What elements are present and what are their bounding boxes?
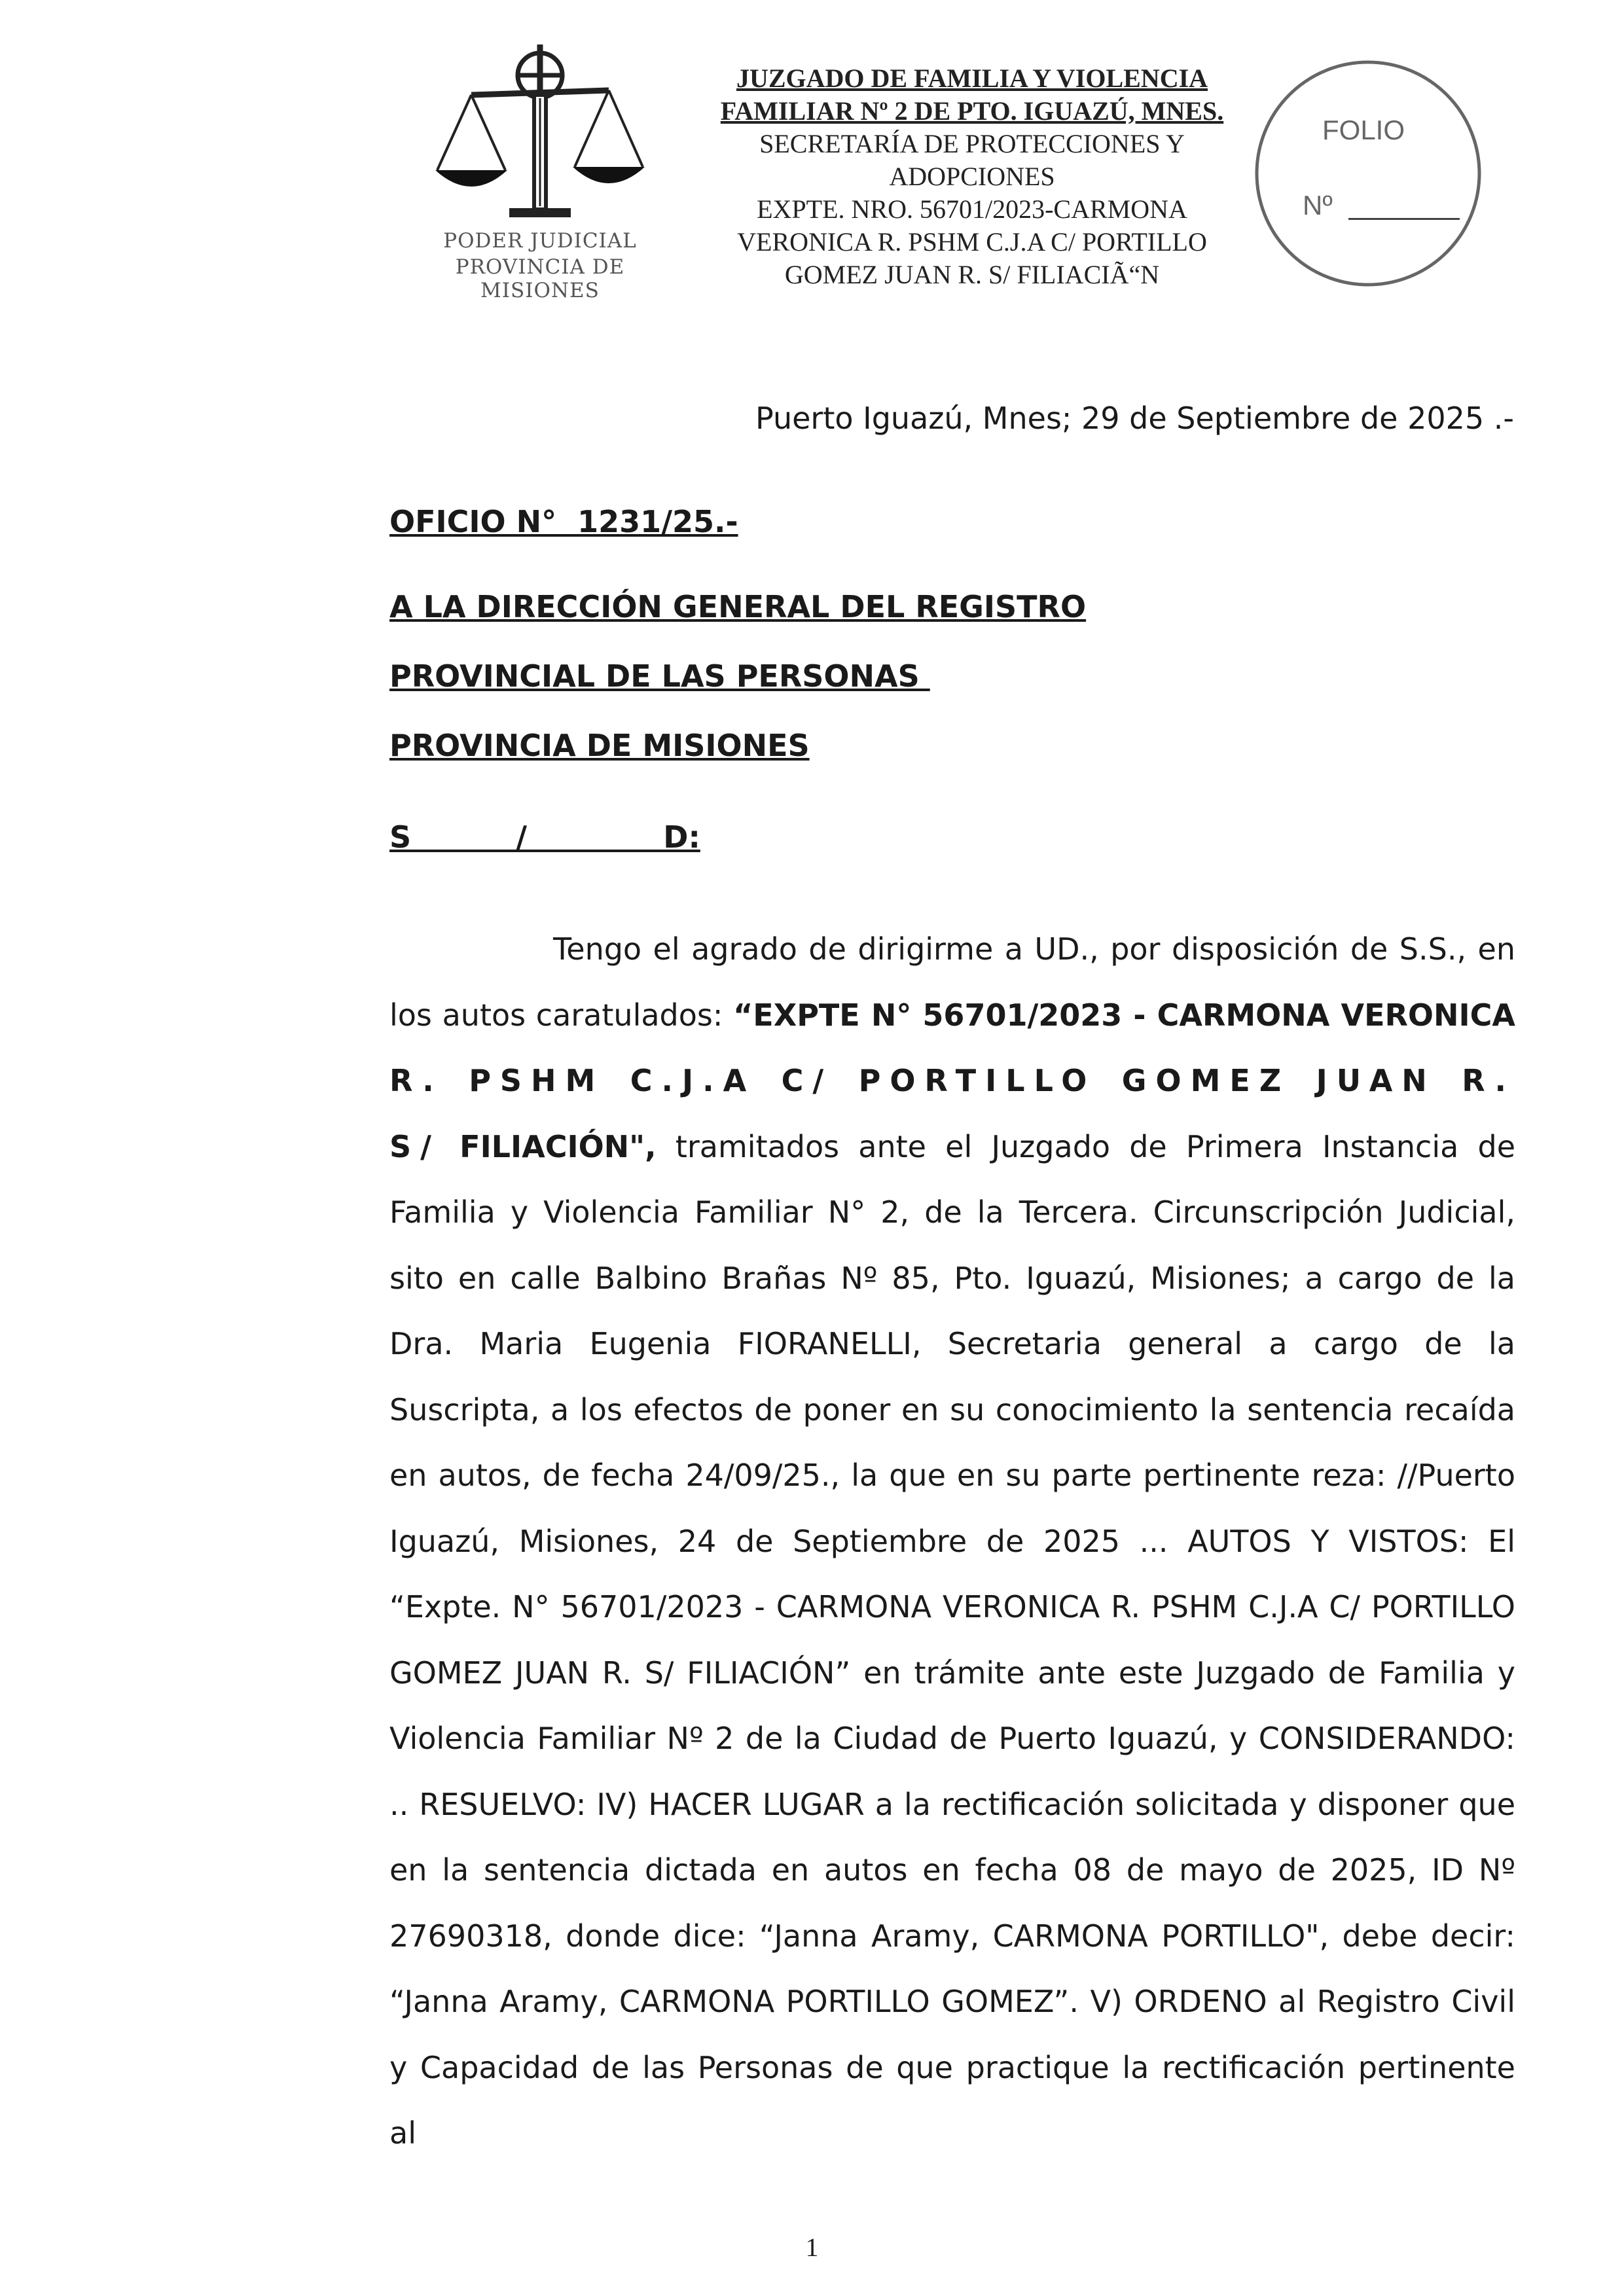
secretaria-line2: ADOPCIONES — [889, 162, 1055, 191]
case-line2: VERONICA R. PSHM C.J.A C/ PORTILLO — [737, 227, 1207, 257]
folio-stamp — [1254, 59, 1483, 288]
poder-judicial-logo — [403, 39, 677, 302]
salutation-sd: S / D: — [389, 819, 700, 855]
court-name-line1: JUZGADO DE FAMILIA Y VIOLENCIA — [736, 63, 1208, 93]
secretaria-line1: SECRETARÍA DE PROTECCIONES Y — [759, 129, 1185, 158]
body-paragraph — [389, 916, 1515, 2166]
recipient-line1: A LA DIRECCIÓN GENERAL DEL REGISTRO — [389, 589, 1087, 624]
logo-text-provincia: PROVINCIA DE MISIONES — [455, 255, 625, 302]
case-title-part3: FILIACIÓN", — [460, 1128, 657, 1164]
court-header — [681, 62, 1263, 291]
logo-text-poder-judicial: PODER JUDICIAL — [443, 229, 637, 253]
case-line1: EXPTE. NRO. 56701/2023-CARMONA — [757, 194, 1187, 224]
page-number: 1 — [805, 2233, 819, 2262]
body-intro: Tengo el agrado de dirigirme a UD., por disposición de S.S., en los autos caratulados: — [389, 931, 1515, 1033]
oficio-number: OFICIO N° 1231/25.- — [389, 504, 738, 539]
case-title-part1: “EXPTE N° 56701/2023 - CARMONA VERONICA — [733, 997, 1515, 1033]
folio-number-label: Nº — [1303, 190, 1333, 221]
scales-of-justice-icon — [432, 39, 648, 229]
folio-circle-icon — [1254, 59, 1483, 288]
case-title-part2: R. PSHM C.J.A C/ PORTILLO GOMEZ JUAN R. S/ — [389, 1063, 1515, 1164]
case-line3: GOMEZ JUAN R. S/ FILIACIÃ“N — [784, 260, 1160, 289]
document-date: Puerto Iguazú, Mnes; 29 de Septiembre de 2025 .- — [755, 401, 1514, 436]
recipient-line2: PROVINCIAL DE LAS PERSONAS — [389, 658, 930, 694]
folio-number-line — [1348, 218, 1460, 220]
recipient-line3: PROVINCIA DE MISIONES — [389, 728, 810, 763]
folio-label: FOLIO — [1322, 115, 1405, 145]
body-main: tramitados ante el Juzgado de Primera Instancia de Familia y Violencia Familiar N° 2, de la Tercera. Circunscripción Judicial, sito en calle Balbino Brañas Nº 85, Pto. Iguazú, Misiones; a cargo de la Dra. Maria Eugenia FIORANELLI, Secretaria general a cargo de la Suscripta, a los efectos de poner en su conocimiento la sentencia recaída en autos, de fecha 24/09/25., la que en su parte pertinente reza: //Puerto Iguazú, Misiones, 24 de Septiembre de 2025 ... AUTOS Y VISTOS: El “Expte. N° 56701/2023 - CARMONA VERONICA R. PSHM C.J.A C/ PORTILLO GOMEZ JUAN R. S/ FILIACIÓN” en trámite ante este Juzgado de Familia y Violencia Familiar Nº 2 de la Ciudad de Puerto Iguazú, y CONSIDERANDO: .. RESUELVO: IV) HACER LUGAR a la rectificación solicitada y disponer que en la sentencia dictada en autos en fecha 08 de mayo de 2025, ID Nº 27690318, donde dice: “Janna Aramy, CARMONA PORTILLO", debe decir: “Janna Aramy, CARMONA PORTILLO GOMEZ”. V) ORDENO al Registro Civil y Capacidad de las Personas de que practique la rectificación pertinente al — [389, 1128, 1515, 2151]
court-name-line2: FAMILIAR Nº 2 DE PTO. IGUAZÚ, MNES. — [720, 96, 1224, 126]
